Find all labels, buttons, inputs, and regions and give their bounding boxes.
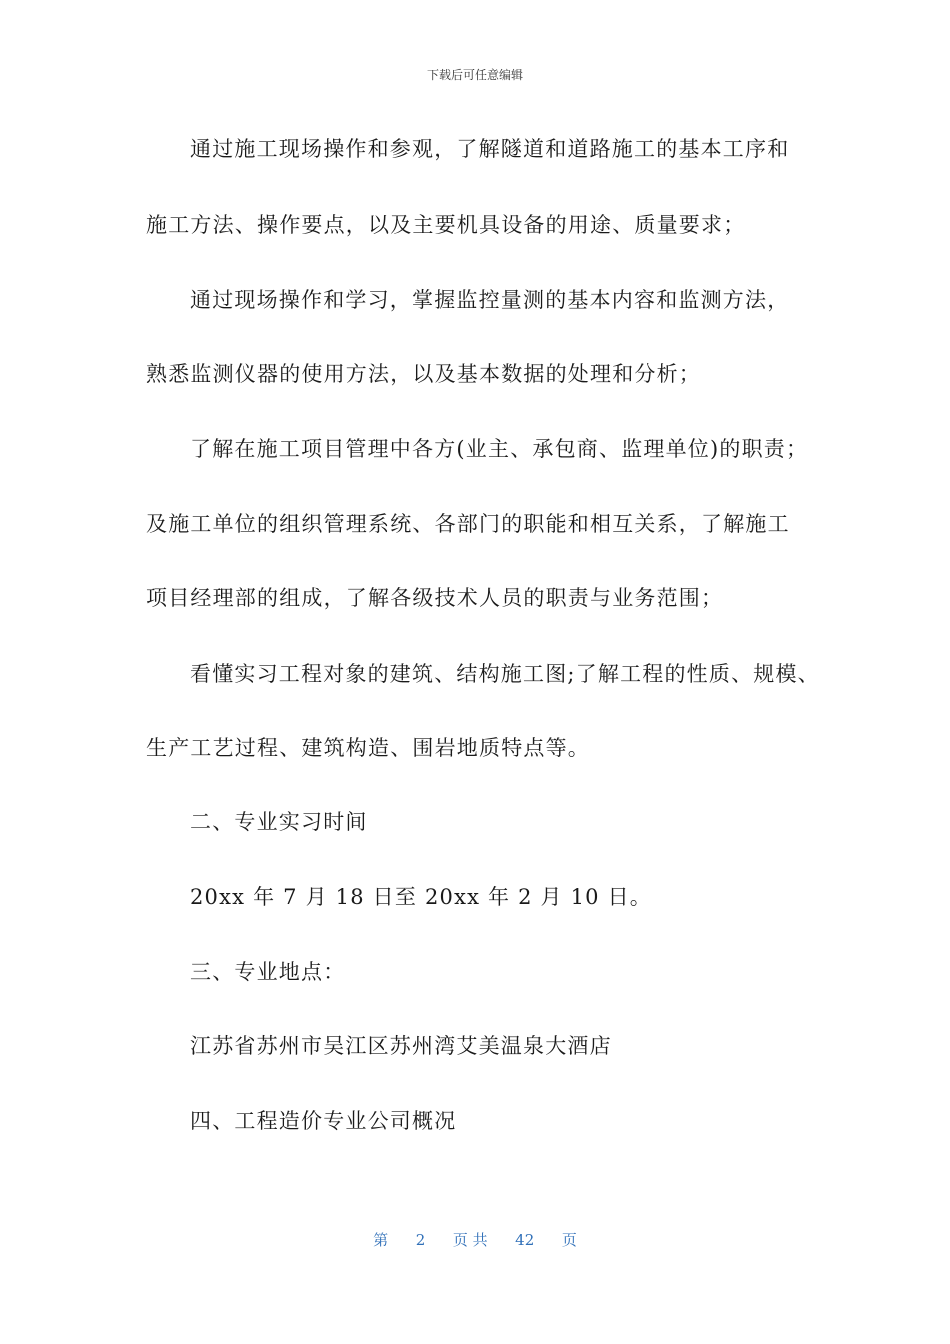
- paragraph-line: 看懂实习工程对象的建筑、结构施工图;了解工程的性质、规模、: [190, 662, 820, 686]
- page-header: 下载后可任意编辑: [426, 68, 523, 82]
- footer-middle: 页 共: [452, 1231, 488, 1249]
- paragraph-line: 施工方法、操作要点，以及主要机具设备的用途、质量要求；: [146, 213, 746, 237]
- footer-suffix: 页: [561, 1231, 577, 1249]
- paragraph-line: 20xx 年 7 月 18 日至 20xx 年 2 月 10 日。: [190, 885, 653, 909]
- footer-prefix: 第: [373, 1231, 389, 1249]
- section-heading: 二、专业实习时间: [190, 810, 368, 834]
- section-heading: 四、工程造价专业公司概况: [190, 1109, 457, 1133]
- paragraph-line: 通过现场操作和学习，掌握监控量测的基本内容和监测方法，: [190, 288, 790, 312]
- paragraph-line: 生产工艺过程、建筑构造、围岩地质特点等。: [146, 736, 590, 760]
- section-heading: 三、专业地点：: [190, 960, 346, 984]
- paragraph-line: 了解在施工项目管理中各方(业主、承包商、监理单位)的职责；: [190, 437, 809, 461]
- paragraph-line: 江苏省苏州市吴江区苏州湾艾美温泉大酒店: [190, 1034, 612, 1058]
- paragraph-line: 项目经理部的组成，了解各级技术人员的职责与业务范围；: [146, 586, 724, 610]
- paragraph-line: 通过施工现场操作和参观，了解隧道和道路施工的基本工序和: [190, 137, 790, 161]
- paragraph-line: 熟悉监测仪器的使用方法，以及基本数据的处理和分析；: [146, 362, 701, 386]
- page-footer: [0, 1229, 950, 1250]
- paragraph-line: 及施工单位的组织管理系统、各部门的职能和相互关系，了解施工: [146, 512, 790, 536]
- total-pages: 42: [515, 1231, 535, 1249]
- page-number: 2: [415, 1231, 426, 1249]
